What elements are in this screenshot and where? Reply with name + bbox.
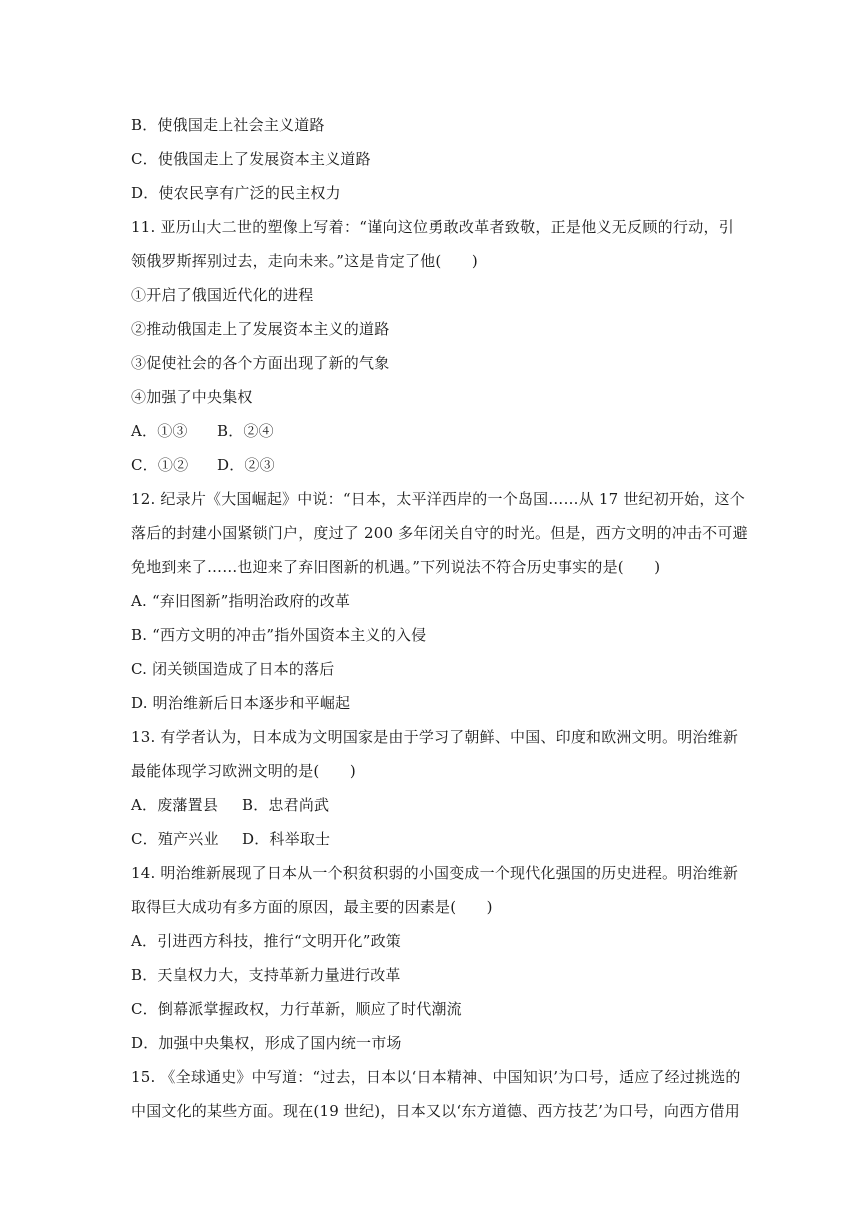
question-12-line: 落后的封建小国紧锁门户，度过了 200 多年闭关自守的时光。但是，西方文明的冲击不可避 [131,524,748,542]
option-line: C．倒幕派掌握政权，力行革新，顺应了时代潮流 [131,1000,462,1018]
option-a: A．①③ [131,422,188,440]
question-15-line: 中国文化的某些方面。现在(19 世纪)，日本又以‘东方道德、西方技艺’为口号，向西方借用 [131,1102,740,1120]
document-page [131,108,748,1128]
question-12-line: 12. 纪录片《大国崛起》中说：“日本，太平洋西岸的一个岛国……从 17 世纪初开始，这个 [131,490,745,508]
option-line: B．天皇权力大，支持革新力量进行改革 [131,966,401,984]
option-line: B．使俄国走上社会主义道路 [131,116,325,134]
question-11-line: 11. 亚历山大二世的塑像上写着：“谨向这位勇敢改革者致敬，正是他义无反顾的行动，引 [131,218,734,236]
option-line: A．引进西方科技，推行“文明开化”政策 [131,932,401,950]
statement-line: ③促使社会的各个方面出现了新的气象 [131,354,390,372]
option-c: C．殖产兴业 [131,830,219,848]
option-line: D．使农民享有广泛的民主权力 [131,184,341,202]
question-12-line: 免地到来了……也迎来了弃旧图新的机遇。”下列说法不符合历史事实的是( ) [131,558,661,576]
statement-line: ②推动俄国走上了发展资本主义的道路 [131,320,390,338]
option-row [131,414,734,448]
option-c: C．①② [131,456,189,474]
question-14-line: 取得巨大成功有多方面的原因，最主要的因素是( ) [131,898,493,916]
statement-line: ④加强了中央集权 [131,388,253,406]
question-15-line: 15. 《全球通史》中写道：“过去，日本以‘日本精神、中国知识’为口号，适应了经过挑选的 [131,1068,741,1086]
option-line: C．使俄国走上了发展资本主义道路 [131,150,371,168]
option-line: A. “弃旧图新”指明治政府的改革 [131,592,351,610]
option-row [131,788,734,822]
option-line: C. 闭关锁国造成了日本的落后 [131,660,335,678]
option-d: D．科举取士 [242,830,331,848]
option-line: D. 明治维新后日本逐步和平崛起 [131,694,351,712]
question-11-line: 领俄罗斯挥别过去，走向未来。”这是肯定了他( ) [131,252,478,270]
option-d: D．②③ [217,456,275,474]
option-line: D．加强中央集权，形成了国内统一市场 [131,1034,402,1052]
question-14-line: 14. 明治维新展现了日本从一个积贫积弱的小国变成一个现代化强国的历史进程。明治维新 [131,864,739,882]
option-b: B．②④ [217,422,274,440]
option-a: A．废藩置县 [131,796,219,814]
option-row [131,448,734,482]
statement-line: ①开启了俄国近代化的进程 [131,286,314,304]
option-line: B. “西方文明的冲击”指外国资本主义的入侵 [131,626,427,644]
option-row [131,822,734,856]
option-b: B．忠君尚武 [242,796,330,814]
question-13-line: 13. 有学者认为，日本成为文明国家是由于学习了朝鲜、中国、印度和欧洲文明。明治维新 [131,728,739,746]
question-13-line: 最能体现学习欧洲文明的是( ) [131,762,356,780]
